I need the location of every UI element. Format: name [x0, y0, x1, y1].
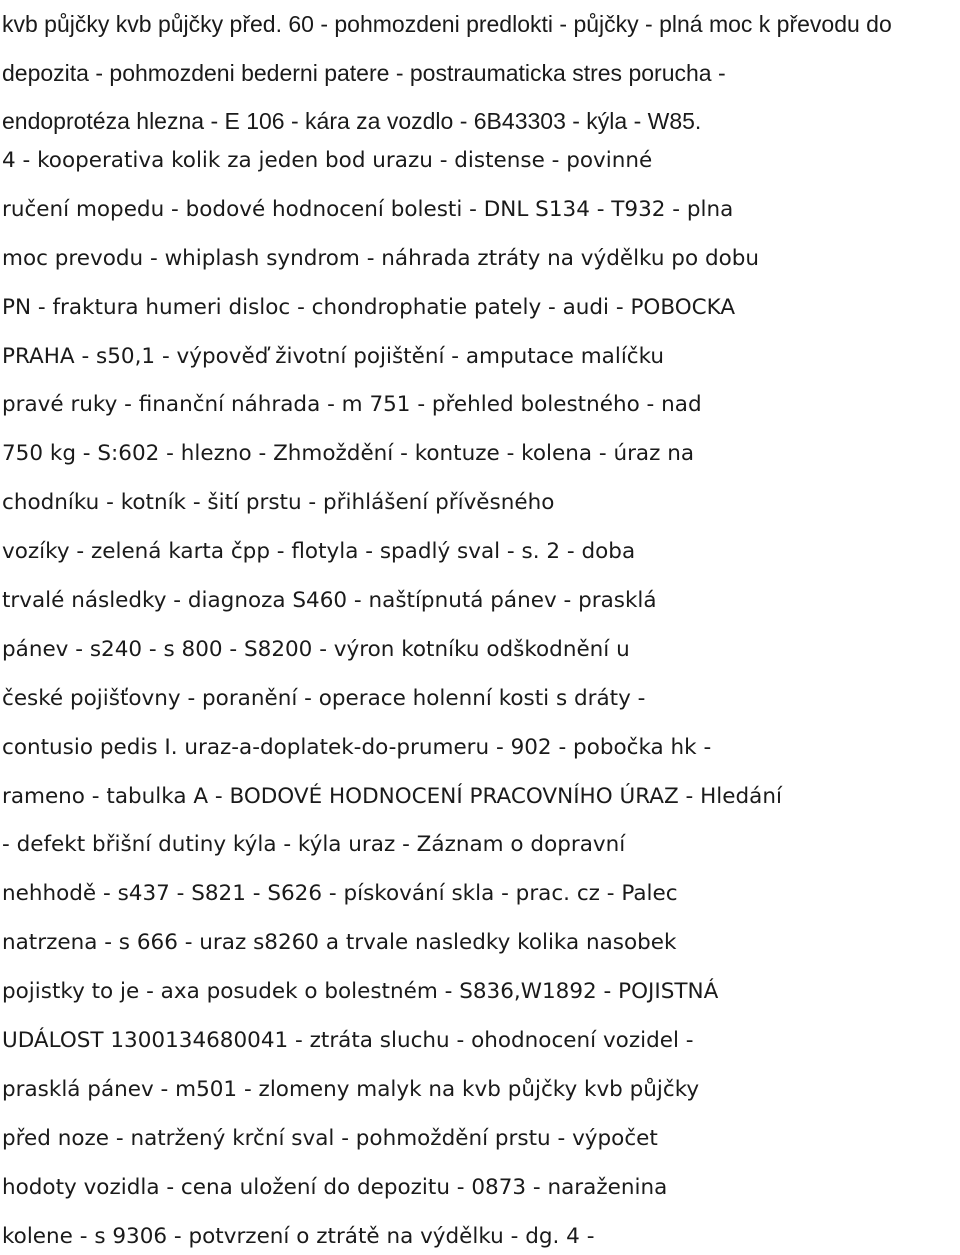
- text-line: PN - fraktura humeri disloc - chondrophatie pately - audi - POBOCKA: [2, 294, 736, 320]
- text-line: prasklá pánev - m501 - zlomeny malyk na kvb půjčky kvb půjčky: [2, 1076, 700, 1102]
- text-line: nehhodě - s437 - S821 - S626 - pískování skla - prac. cz - Palec: [2, 881, 678, 907]
- text-block-intro: [2, 0, 960, 146]
- text-line: 750 kg - S:602 - hlezno - Zhmoždění - kontuze - kolena - úraz na: [2, 441, 694, 467]
- text-line: depozita - pohmozdeni bederni patere - postraumaticka stres porucha -: [2, 59, 726, 86]
- text-line: UDÁLOST 1300134680041 - ztráta sluchu - ohodnocení vozidel -: [2, 1028, 694, 1054]
- text-line: 4 - kooperativa kolik za jeden bod urazu - distense - povinné: [2, 148, 653, 173]
- text-line: endoprotéza hlezna - E 106 - kára za vozdlo - 6B43303 - kýla - W85.: [2, 108, 702, 134]
- text-line: trvalé následky - diagnoza S460 - naštípnutá pánev - prasklá: [2, 588, 657, 614]
- text-line: - defekt břišní dutiny kýla - kýla uraz - Záznam o dopravní: [2, 832, 626, 858]
- text-line: pravé ruky - finanční náhrada - m 751 - přehled bolestného - nad: [2, 392, 702, 418]
- text-line: před noze - natržený krční sval - pohmoždění prstu - výpočet: [2, 1125, 658, 1151]
- text-line: české pojišťovny - poranění - operace holenní kosti s dráty -: [2, 685, 646, 711]
- text-line: vozíky - zelená karta čpp - flotyla - spadlý sval - s. 2 - doba: [2, 539, 636, 565]
- text-line: natrzena - s 666 - uraz s8260 a trvale nasledky kolika nasobek: [2, 930, 677, 956]
- text-block-main: [2, 137, 960, 1255]
- text-line: chodníku - kotník - šití prstu - přihlášení přívěsného: [2, 490, 555, 516]
- text-line: pánev - s240 - s 800 - S8200 - výron kotníku odškodnění u: [2, 636, 630, 662]
- text-line: PRAHA - s50,1 - výpověď životní pojištění - amputace malíčku: [2, 343, 665, 369]
- text-line: moc prevodu - whiplash syndrom - náhrada ztráty na výdělku po dobu: [2, 245, 760, 271]
- text-line: contusio pedis I. uraz-a-doplatek-do-prumeru - 902 - pobočka hk -: [2, 734, 712, 760]
- text-line: kvb půjčky kvb půjčky před. 60 - pohmozdeni predlokti - půjčky - plná moc k převodu do: [2, 11, 892, 37]
- text-line: hodoty vozidla - cena uložení do depozitu - 0873 - naraženina: [2, 1174, 668, 1200]
- text-line: ručení mopedu - bodové hodnocení bolesti - DNL S134 - T932 - plna: [2, 196, 734, 222]
- text-line: pojistky to je - axa posudek o bolestném - S836,W1892 - POJISTNÁ: [2, 979, 719, 1005]
- text-line: rameno - tabulka A - BODOVÉ HODNOCENÍ PRACOVNÍHO ÚRAZ - Hledání: [2, 783, 782, 809]
- text-line: kolene - s 9306 - potvrzení o ztrátě na výdělku - dg. 4 -: [2, 1223, 595, 1249]
